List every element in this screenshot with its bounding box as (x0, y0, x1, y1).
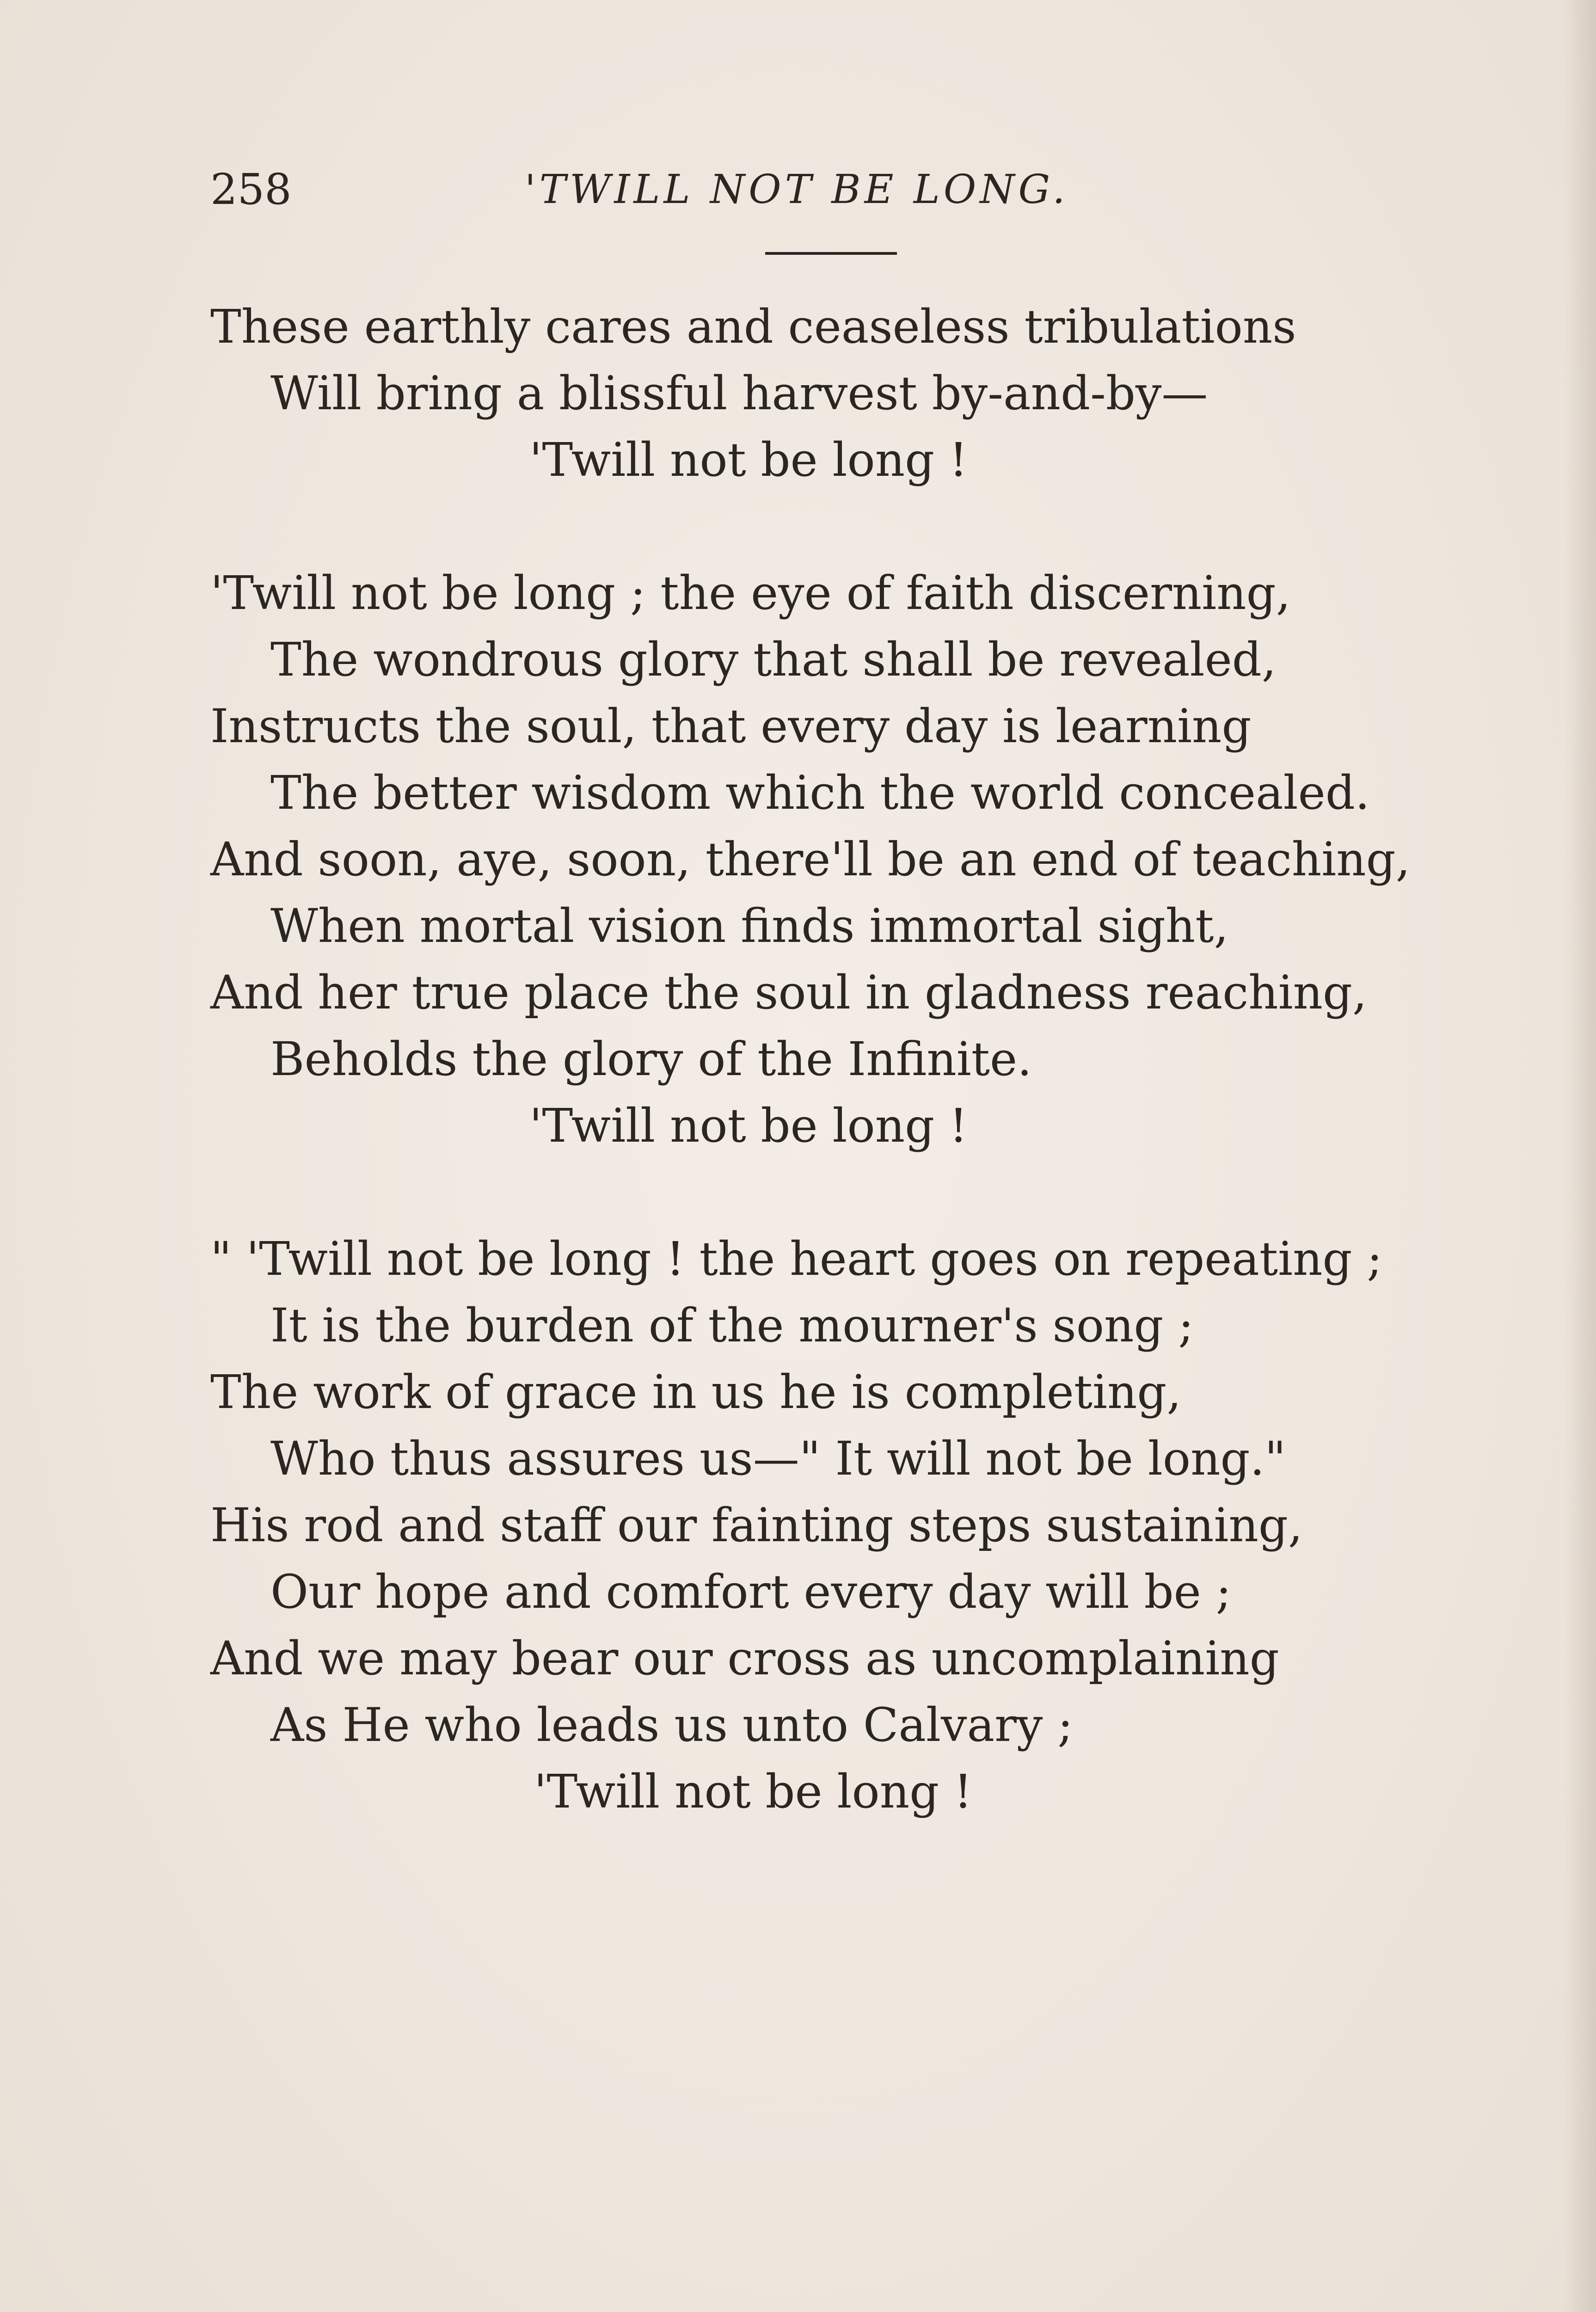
poem-line: It is the burden of the mourner's song ; (270, 1298, 1194, 1353)
header-rule (765, 252, 897, 255)
poem-line: When mortal vision finds immortal sight, (270, 899, 1229, 953)
poem-line: Instructs the soul, that every day is learning (210, 699, 1252, 753)
poem-line: And soon, aye, soon, there'll be an end of teaching, (210, 832, 1411, 886)
poem-refrain: 'Twill not be long ! (534, 1765, 973, 1819)
stanza-break (210, 1159, 1482, 1226)
poem-line: And her true place the soul in gladness reaching, (210, 965, 1367, 1020)
poem-line: The better wisdom which the world concealed. (270, 766, 1370, 820)
page-header (210, 164, 1412, 215)
poem-line: The wondrous glory that shall be revealed, (270, 633, 1277, 687)
poem-line: As He who leads us unto Calvary ; (270, 1698, 1073, 1752)
poem-line: His rod and staff our fainting steps sustaining, (210, 1498, 1303, 1552)
running-title: 'TWILL NOT BE LONG. (525, 166, 1069, 213)
page-edge-shadow (1564, 0, 1596, 2312)
page-number: 258 (210, 165, 292, 214)
poem-line: 'Twill not be long ; the eye of faith discerning, (210, 566, 1291, 620)
poem-line: Our hope and comfort every day will be ; (270, 1565, 1232, 1619)
poem-line: And we may bear our cross as uncomplaining (210, 1631, 1279, 1685)
poem-refrain: 'Twill not be long ! (529, 1099, 968, 1153)
stanza-break (210, 493, 1482, 560)
poem-line: These earthly cares and ceaseless tribulations (210, 300, 1296, 354)
poem-line: Who thus assures us—" It will not be long." (270, 1432, 1286, 1486)
poem-line: The work of grace in us he is completing, (210, 1365, 1182, 1419)
poem-line: Beholds the glory of the Infinite. (270, 1032, 1032, 1086)
poem-line: " 'Twill not be long ! the heart goes on repeating ; (210, 1232, 1382, 1286)
poem-line: Will bring a blissful harvest by-and-by— (270, 366, 1208, 420)
poem-body (210, 294, 1482, 1825)
poem-refrain: 'Twill not be long ! (529, 433, 968, 487)
